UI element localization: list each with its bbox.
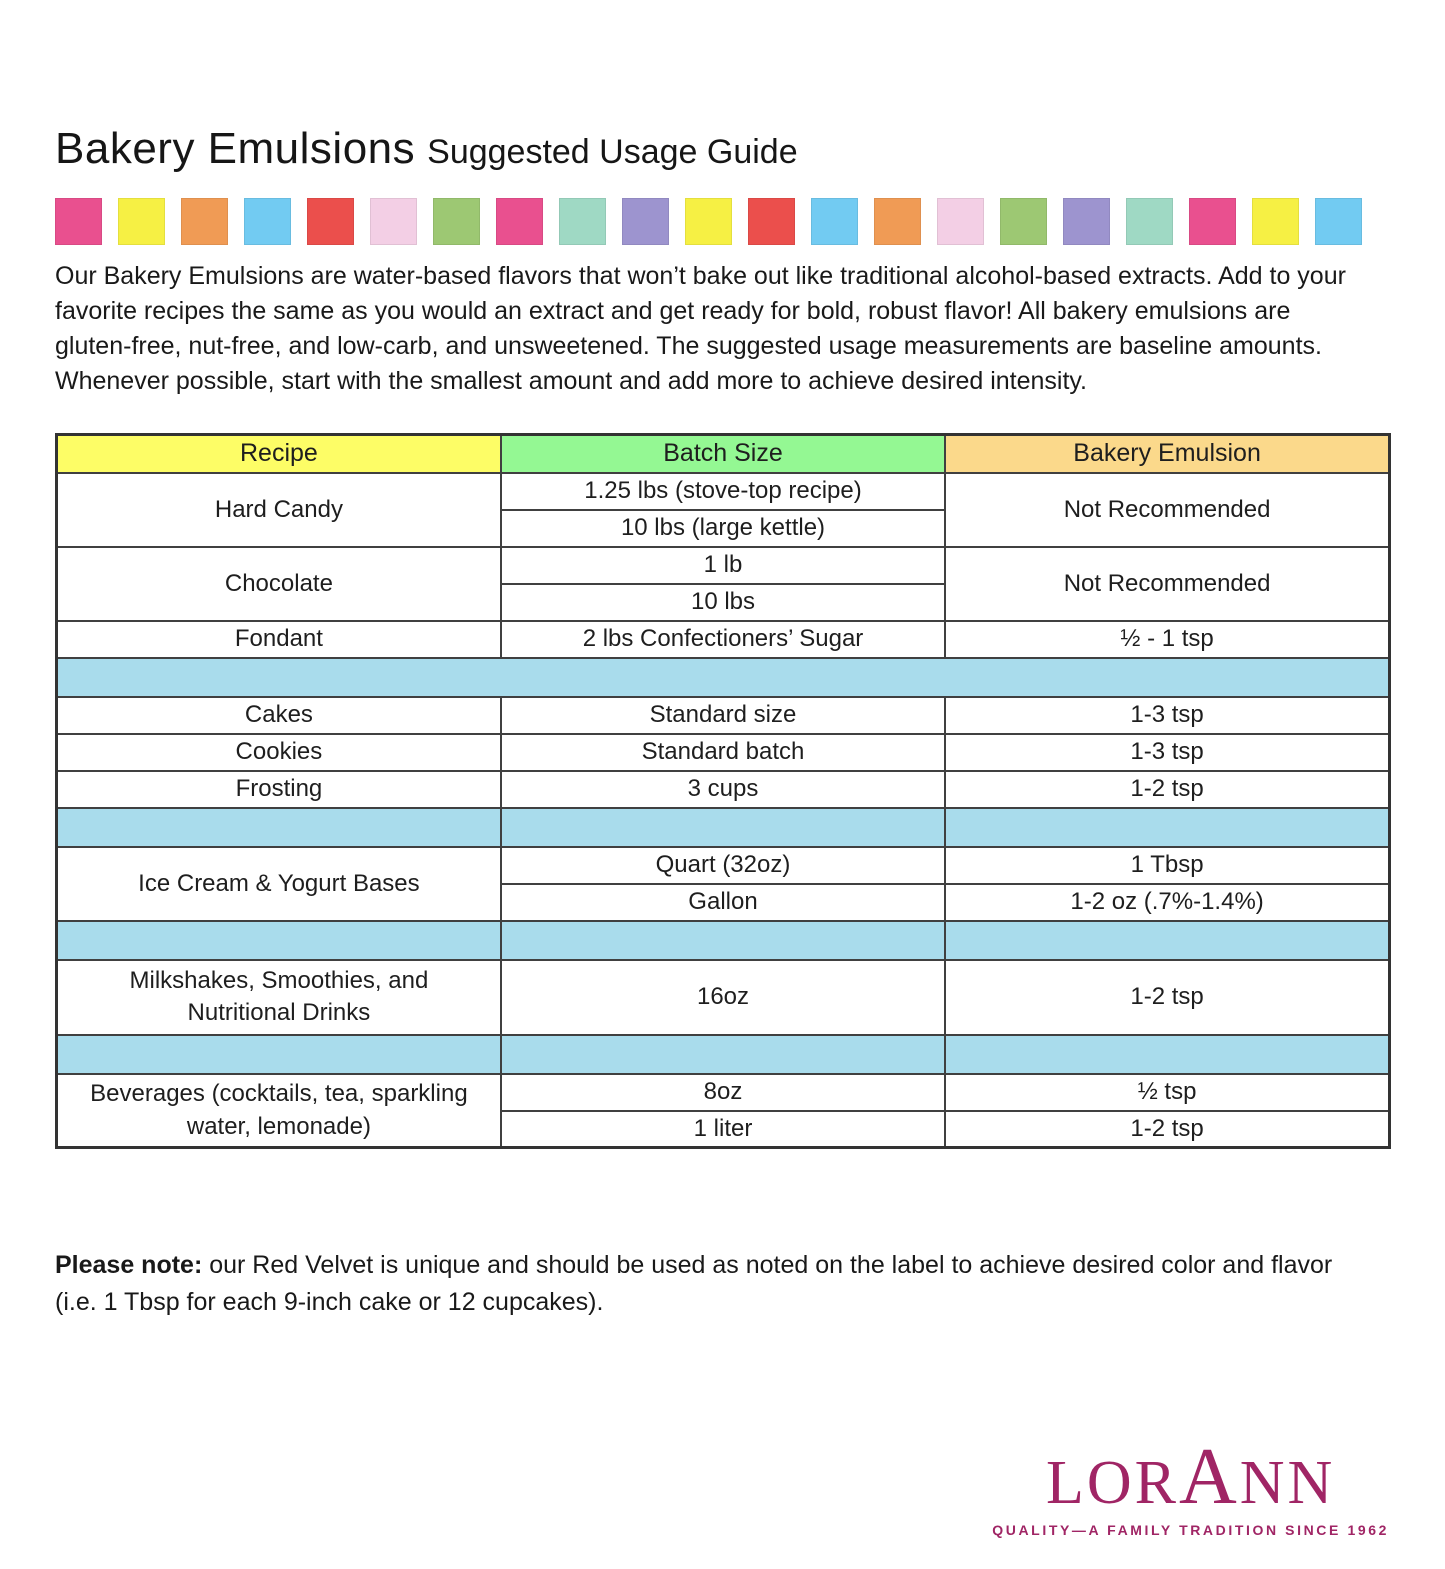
header-row [57,435,1390,473]
table-cell: Cakes [57,697,501,734]
color-swatch [811,198,858,245]
table-row [57,473,1390,510]
table-cell: Standard batch [501,734,945,771]
table-cell: 1 lb [501,547,945,584]
color-swatch [244,198,291,245]
spacer-cell [57,808,501,847]
table-cell: 1-2 tsp [945,1111,1389,1148]
table-row [57,734,1390,771]
table-cell: Cookies [57,734,501,771]
table-cell: 1-2 tsp [945,960,1389,1035]
page-title [55,124,1390,174]
table-row [57,547,1390,584]
intro-paragraph: Our Bakery Emulsions are water-based flavors that won’t bake out like traditional alcohol-based extracts. Add to your favorite recipes the same as you would an extract and get ready for bold, robust flavor! All bakery emulsions are gluten-free, nut-free, and low-carb, and unsweetened. The suggested usage measurements are baseline amounts. Whenever possible, start with the smallest amount and add more to achieve desired intensity. [55,262,1346,395]
table-row [57,960,1390,1035]
spacer-row [57,921,1390,960]
spacer-cell [57,921,501,960]
column-header: Recipe [57,435,501,473]
color-swatch [118,198,165,245]
color-swatch [1000,198,1047,245]
table-cell: Hard Candy [57,473,501,547]
table-cell: Gallon [501,884,945,921]
brand-logo [992,1433,1389,1538]
color-swatch [55,198,102,245]
table-row [57,697,1390,734]
table-cell: Ice Cream & Yogurt Bases [57,847,501,921]
usage-table [55,433,1391,1149]
table-cell: 1-3 tsp [945,697,1389,734]
logo-letter-a: A [1178,1433,1240,1521]
table-cell: 1-3 tsp [945,734,1389,771]
table-row [57,621,1390,658]
color-strip [55,198,1390,245]
table-cell: 1-2 oz (.7%-1.4%) [945,884,1389,921]
color-swatch [1189,198,1236,245]
color-swatch [433,198,480,245]
table-cell: 10 lbs (large kettle) [501,510,945,547]
color-swatch [181,198,228,245]
spacer-cell [945,1035,1389,1074]
color-swatch [874,198,921,245]
note-text [55,1247,1375,1320]
spacer-row [57,808,1390,847]
table-cell: 1.25 lbs (stove-top recipe) [501,473,945,510]
table-cell: ½ tsp [945,1074,1389,1111]
color-swatch [748,198,795,245]
logo-wordmark [992,1433,1389,1521]
color-swatch [685,198,732,245]
table-cell: Not Recommended [945,547,1389,621]
spacer-cell [945,921,1389,960]
table-cell: ½ - 1 tsp [945,621,1389,658]
table-cell: 2 lbs Confectioners’ Sugar [501,621,945,658]
color-swatch [1315,198,1362,245]
table-cell: Frosting [57,771,501,808]
spacer-cell [57,1035,501,1074]
table-cell: Fondant [57,621,501,658]
logo-text: LOR [1045,1449,1179,1517]
color-swatch [622,198,669,245]
spacer-row [57,1035,1390,1074]
table-cell: 1 liter [501,1111,945,1148]
table-cell: Chocolate [57,547,501,621]
color-swatch [496,198,543,245]
table-cell: Not Recommended [945,473,1389,547]
title-subtitle: Suggested Usage Guide [427,133,798,171]
color-swatch [370,198,417,245]
color-swatch [559,198,606,245]
spacer-cell [57,658,1390,697]
logo-text: NN [1239,1449,1336,1517]
spacer-cell [501,1035,945,1074]
table-cell: Beverages (cocktails, tea, sparkling water, lemonade) [57,1074,501,1148]
note-body: our Red Velvet is unique and should be used as noted on the label to achieve desired color and flavor (i.e. 1 Tbsp for each 9-inch cake or 12 cupcakes). [55,1251,1333,1316]
spacer-cell [945,808,1389,847]
page [0,124,1445,1538]
color-swatch [1063,198,1110,245]
table-cell: 1 Tbsp [945,847,1389,884]
color-swatch [1126,198,1173,245]
table-cell: 3 cups [501,771,945,808]
table-cell: Milkshakes, Smoothies, and Nutritional Drinks [57,960,501,1035]
table-cell: 1-2 tsp [945,771,1389,808]
table-cell: Quart (32oz) [501,847,945,884]
table-row [57,771,1390,808]
note-label: Please note: [55,1251,203,1280]
color-swatch [937,198,984,245]
table-cell: Standard size [501,697,945,734]
table-cell: 8oz [501,1074,945,1111]
column-header: Batch Size [501,435,945,473]
table-cell: 10 lbs [501,584,945,621]
color-swatch [1252,198,1299,245]
title-main: Bakery Emulsions [55,124,416,173]
table-body [57,473,1390,1148]
spacer-cell [501,808,945,847]
table-row [57,1074,1390,1111]
column-header: Bakery Emulsion [945,435,1389,473]
table-row [57,847,1390,884]
table-cell: 16oz [501,960,945,1035]
color-swatch [307,198,354,245]
logo-tagline: QUALITY—A FAMILY TRADITION SINCE 1962 [992,1522,1389,1538]
table-header [57,435,1390,473]
spacer-row [57,658,1390,697]
spacer-cell [501,921,945,960]
